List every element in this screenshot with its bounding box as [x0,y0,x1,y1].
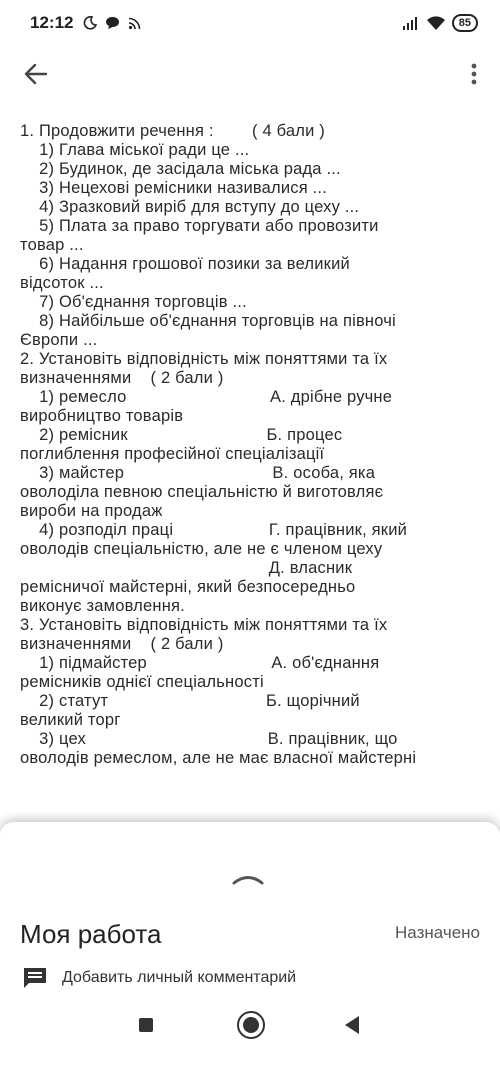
comment-icon [22,966,48,990]
text-line: Д. власник [20,559,353,577]
text-line: визначеннями ( 2 бали ) [20,635,224,653]
rss-icon [128,17,141,30]
assignment-text [20,122,482,768]
text-line: 4) розподіл праці Г. працівник, який [20,521,408,539]
text-line: 3. Установіть відповідність між поняттями та їх [20,616,388,634]
battery-icon: 85 [452,14,478,32]
sheet-title: Моя работа [20,919,162,949]
status-right-icons [402,14,478,32]
text-line: виконує замовлення. [20,597,185,615]
text-line: оволодів ремеслом, але не має власної майстерні [20,749,417,767]
text-line: визначеннями ( 2 бали ) [20,369,224,387]
status-bar [0,0,500,46]
text-line: великий торг [20,711,121,729]
text-line: 8) Найбільше об'єднання торговців на півночі [20,312,396,330]
text-line: 2) ремісник Б. процес [20,426,343,444]
text-line: оволоділа певною спеціальністю й виготовляє [20,483,384,501]
text-line: 3) цех В. працівник, що [20,730,398,748]
text-line: 1) ремесло А. дрібне ручне [20,388,393,406]
text-line: 1) Глава міської ради це ... [20,141,250,159]
text-line: 2. Установіть відповідність між поняттями та їх [20,350,388,368]
text-line: 1. Продовжити речення : ( 4 бали ) [20,122,325,140]
arrow-back-icon[interactable] [20,58,52,90]
text-line: 2) статут Б. щорічний [20,692,360,710]
add-comment-button[interactable] [22,966,296,990]
signal-icon [402,16,420,30]
text-line: 7) Об'єднання торговців ... [20,293,247,311]
back-triangle-icon[interactable] [345,1016,359,1034]
text-line: 4) Зразковий виріб для вступу до цеху ... [20,198,360,216]
text-line: відсоток ... [20,274,104,292]
text-line: 6) Надання грошової позики за великий [20,255,350,273]
more-vert-icon[interactable] [462,58,486,90]
status-time: 12:12 [30,13,74,32]
status-badge: Назначено [395,923,480,942]
text-line: Європи ... [20,331,98,349]
text-line: 5) Плата за право торгувати або провозити [20,217,379,235]
text-line: 1) підмайстер А. об'єднання [20,654,380,672]
system-nav-bar [0,995,500,1055]
add-comment-label: Добавить личный комментарий [62,969,297,986]
status-left-icons [83,16,141,30]
moon-icon [83,16,97,30]
text-line: ремісничої майстерні, який безпосередньо [20,578,356,596]
app-bar [0,46,500,102]
wifi-icon [426,16,446,31]
chat-bubble-icon [105,16,120,30]
text-line: поглиблення професійної спеціалізації [20,445,325,463]
text-line: виробництво товарів [20,407,184,425]
text-line: товар ... [20,236,84,254]
text-line: ремісників однієї спеціальності [20,673,264,691]
text-line: 3) майстер В. особа, яка [20,464,376,482]
text-line: вироби на продаж [20,502,163,520]
text-line: 3) Нецехові ремісники називалися ... [20,179,327,197]
home-circle-icon[interactable] [237,1011,265,1039]
chevron-up-icon[interactable] [228,870,268,886]
text-line: 2) Будинок, де засідала міська рада ... [20,160,341,178]
recents-square-icon[interactable] [139,1018,153,1032]
text-line: оволодів спеціальністю, але не є членом цеху [20,540,383,558]
